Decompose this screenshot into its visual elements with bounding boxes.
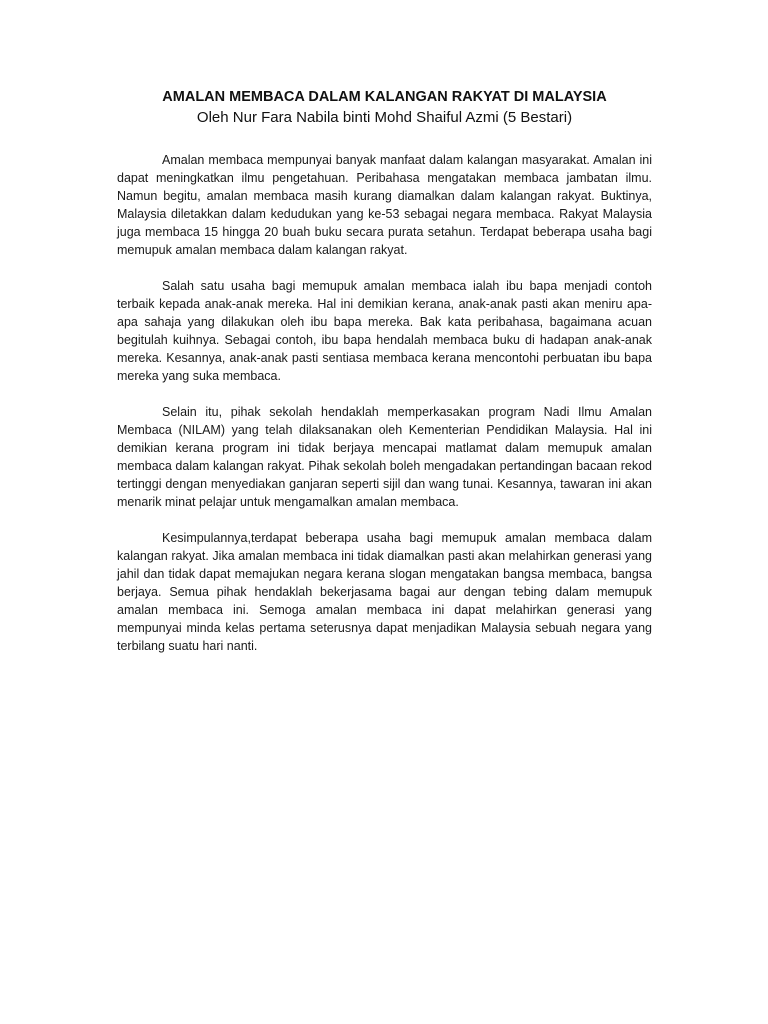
document-body [117,151,652,673]
document-author: Oleh Nur Fara Nabila binti Mohd Shaiful Azmi (5 Bestari) [196,109,573,126]
document-title: AMALAN MEMBACA DALAM KALANGAN RAKYAT DI MALAYSIA [162,89,607,105]
paragraph-conclusion: Kesimpulannya,terdapat beberapa usaha bagi memupuk amalan membaca dalam kalangan rakyat. Jika amalan membaca ini tidak diamalkan pasti akan melahirkan generasi yang jahil dan tidak dapat memajukan negara kerana slogan mengatakan bangsa membaca, bangsa berjaya. Semua pihak hendaklah bekerjasama bagai aur dengan tebing dalam memupuk amalan membaca ini. Semoga amalan membaca ini dapat melahirkan generasi yang mempunyai minda kelas pertama seterusnya dapat menjadikan Malaysia sebuah negara yang terbilang suatu hari nanti. [117,531,652,653]
paragraph-point-two: Selain itu, pihak sekolah hendaklah memperkasakan program Nadi Ilmu Amalan Membaca (NILAM) yang telah dilaksanakan oleh Kementerian Pendidikan Malaysia. Hal ini demikian kerana program ini tidak berjaya mencapai matlamat dalam memupuk amalan membaca dalam kalangan rakyat. Pihak sekolah boleh mengadakan pertandingan bacaan rekod tertinggi dengan menyediakan ganjaran seperti sijil dan wang tunai. Kesannya, tawaran ini akan menarik minat pelajar untuk mengamalkan amalan membaca. [117,405,652,509]
paragraph-point-one: Salah satu usaha bagi memupuk amalan membaca ialah ibu bapa menjadi contoh terbaik kepada anak-anak mereka. Hal ini demikian kerana, anak-anak pasti akan meniru apa-apa sahaja yang dilakukan oleh ibu bapa mereka. Bak kata peribahasa, bagaimana acuan begitulah kuihnya. Sebagai contoh, ibu bapa hendalah membaca buku di hadapan anak-anak mereka. Kesannya, anak-anak pasti sentiasa membaca kerana mencontohi perbuatan ibu bapa mereka yang suka membaca. [117,279,652,383]
paragraph-introduction: Amalan membaca mempunyai banyak manfaat dalam kalangan masyarakat. Amalan ini dapat meningkatkan ilmu pengetahuan. Peribahasa mengatakan membaca jambatan ilmu. Namun begitu, amalan membaca masih kurang diamalkan dalam kalangan rakyat. Buktinya, Malaysia diletakkan dalam kedudukan yang ke-53 sebagai negara membaca. Rakyat Malaysia juga membaca 15 hingga 20 buah buku secara purata setahun. Terdapat beberapa usaha bagi memupuk amalan membaca dalam kalangan rakyat. [117,153,652,257]
